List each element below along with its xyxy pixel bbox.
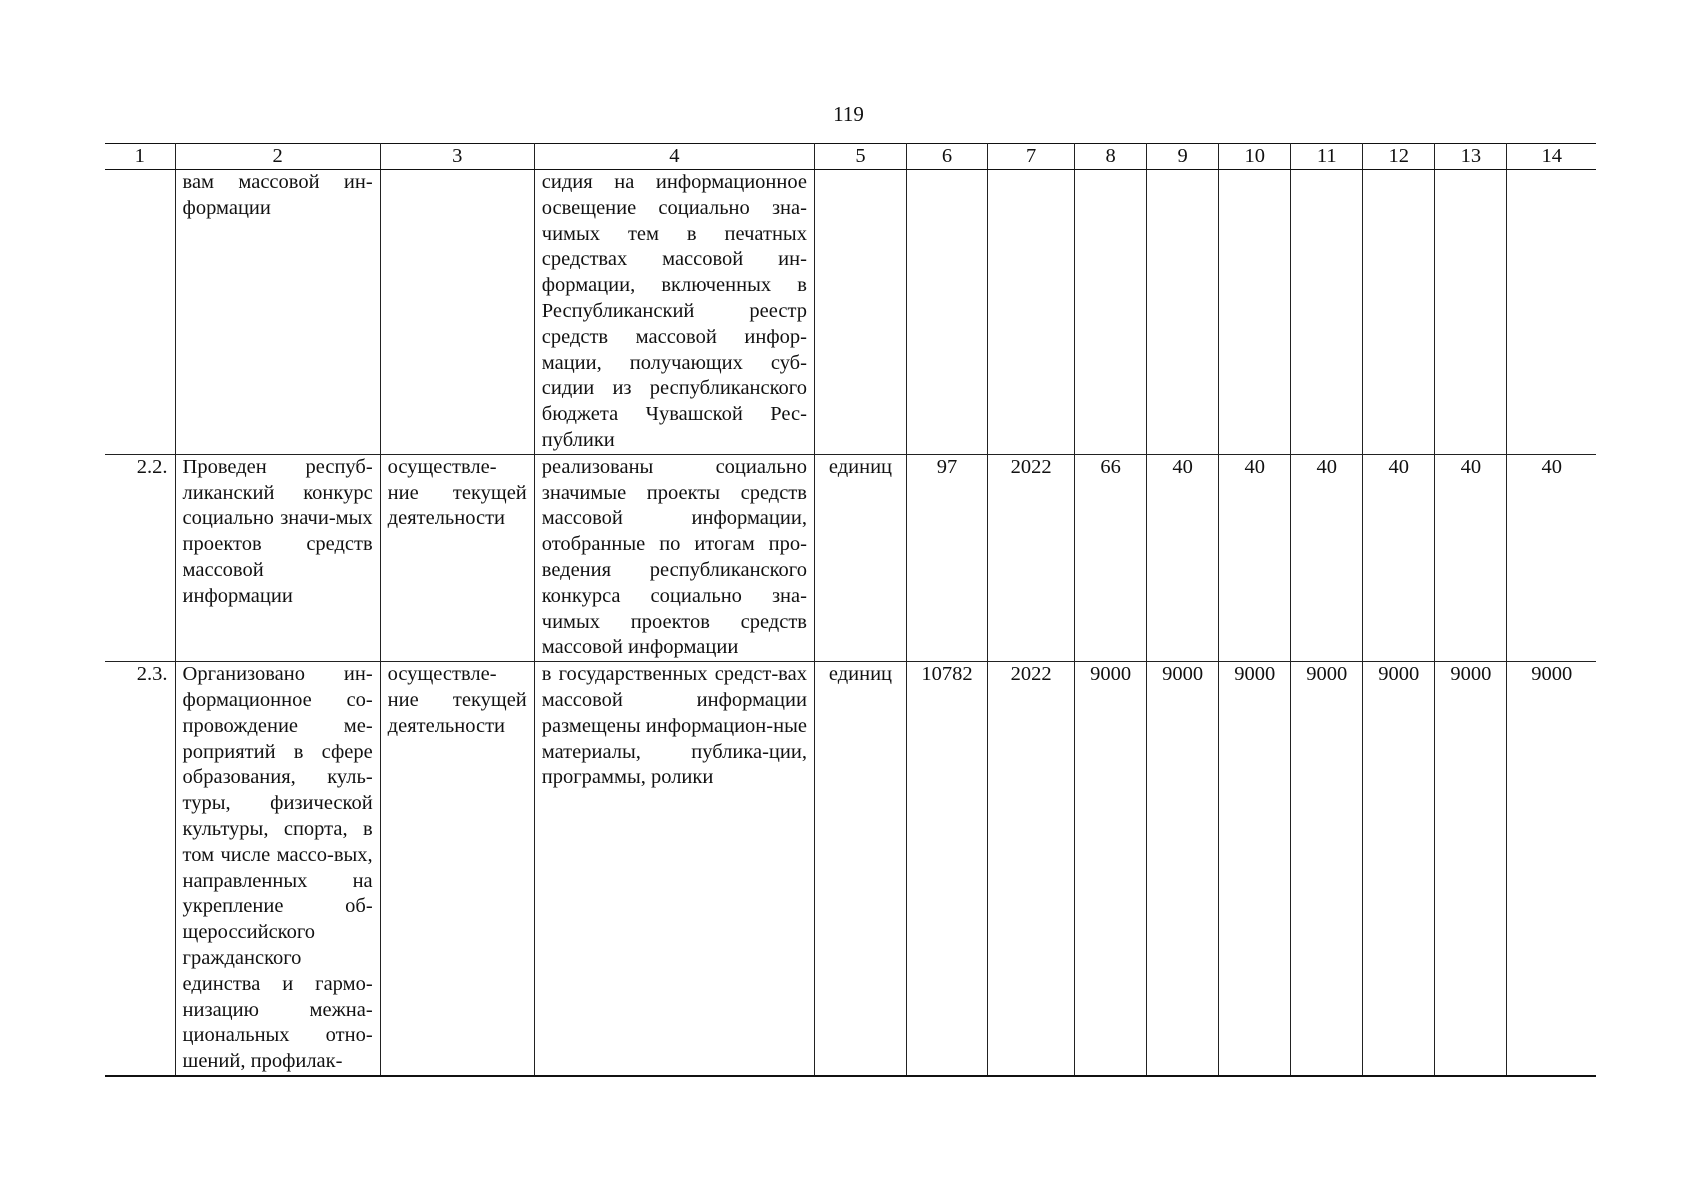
description-cell: сидия на информационное освещение социально зна-чимых тем в печатных средствах массовой ин-формации, включенных в Республиканский реестр средств массовой инфор-мации, получающих суб-сидии из республиканского бюджета Чувашской Рес-публики xyxy=(534,170,814,455)
result-cell: Проведен респуб-ликанский конкурс социально значи-мых проектов средств массовой информации xyxy=(175,454,380,661)
column-header: 11 xyxy=(1291,144,1363,170)
table-row xyxy=(105,170,1596,455)
type-cell: осуществле-ние текущей деятельности xyxy=(380,662,534,1076)
base-value-cell: 10782 xyxy=(907,662,988,1076)
value-cell: 40 xyxy=(1219,454,1291,661)
value-cell: 9000 xyxy=(1435,662,1507,1076)
value-cell xyxy=(1435,170,1507,455)
column-header: 14 xyxy=(1507,144,1596,170)
column-header: 3 xyxy=(380,144,534,170)
type-cell: осуществле-ние текущей деятельности xyxy=(380,454,534,661)
value-cell xyxy=(1507,170,1596,455)
row-number-cell xyxy=(105,170,175,455)
page-number: 119 xyxy=(833,102,864,126)
base-year-cell xyxy=(988,170,1075,455)
column-header: 2 xyxy=(175,144,380,170)
column-header: 12 xyxy=(1363,144,1435,170)
row-number-cell: 2.3. xyxy=(105,662,175,1076)
column-header: 5 xyxy=(814,144,906,170)
row-number-cell: 2.2. xyxy=(105,454,175,661)
indicators-table xyxy=(105,143,1596,1077)
value-cell: 9000 xyxy=(1147,662,1219,1076)
column-header: 13 xyxy=(1435,144,1507,170)
value-cell: 40 xyxy=(1507,454,1596,661)
description-cell: в государственных средст-вах массовой информации размещены информацион-ные материалы, публика-ции, программы, ролики xyxy=(534,662,814,1076)
result-cell: Организовано ин-формационное со-провождение ме-роприятий в сфере образования, куль-туры, физической культуры, спорта, в том числе массо-вых, направленных на укрепление об-щероссийского гражданского единства и гармо-низацию межна-циональных отно-шений, профилак- xyxy=(175,662,380,1076)
base-value-cell: 97 xyxy=(907,454,988,661)
unit-cell: единиц xyxy=(814,662,906,1076)
table-row xyxy=(105,454,1596,661)
value-cell: 9000 xyxy=(1075,662,1147,1076)
unit-cell xyxy=(814,170,906,455)
value-cell: 9000 xyxy=(1363,662,1435,1076)
value-cell: 40 xyxy=(1291,454,1363,661)
value-cell: 9000 xyxy=(1507,662,1596,1076)
value-cell: 40 xyxy=(1435,454,1507,661)
column-header: 4 xyxy=(534,144,814,170)
value-cell: 9000 xyxy=(1219,662,1291,1076)
unit-cell: единиц xyxy=(814,454,906,661)
column-number-row xyxy=(105,144,1596,170)
column-header: 6 xyxy=(907,144,988,170)
value-cell: 40 xyxy=(1147,454,1219,661)
type-cell xyxy=(380,170,534,455)
value-cell: 66 xyxy=(1075,454,1147,661)
value-cell: 9000 xyxy=(1291,662,1363,1076)
value-cell: 40 xyxy=(1363,454,1435,661)
column-header: 1 xyxy=(105,144,175,170)
column-header: 10 xyxy=(1219,144,1291,170)
value-cell xyxy=(1147,170,1219,455)
table-row xyxy=(105,662,1596,1076)
base-year-cell: 2022 xyxy=(988,662,1075,1076)
description-cell: реализованы социально значимые проекты средств массовой информации, отобранные по итогам про-ведения республиканского конкурса социально зна-чимых проектов средств массовой информации xyxy=(534,454,814,661)
column-header: 9 xyxy=(1147,144,1219,170)
base-year-cell: 2022 xyxy=(988,454,1075,661)
column-header: 7 xyxy=(988,144,1075,170)
value-cell xyxy=(1075,170,1147,455)
column-header: 8 xyxy=(1075,144,1147,170)
value-cell xyxy=(1363,170,1435,455)
value-cell xyxy=(1219,170,1291,455)
result-cell: вам массовой ин-формации xyxy=(175,170,380,455)
value-cell xyxy=(1291,170,1363,455)
base-value-cell xyxy=(907,170,988,455)
